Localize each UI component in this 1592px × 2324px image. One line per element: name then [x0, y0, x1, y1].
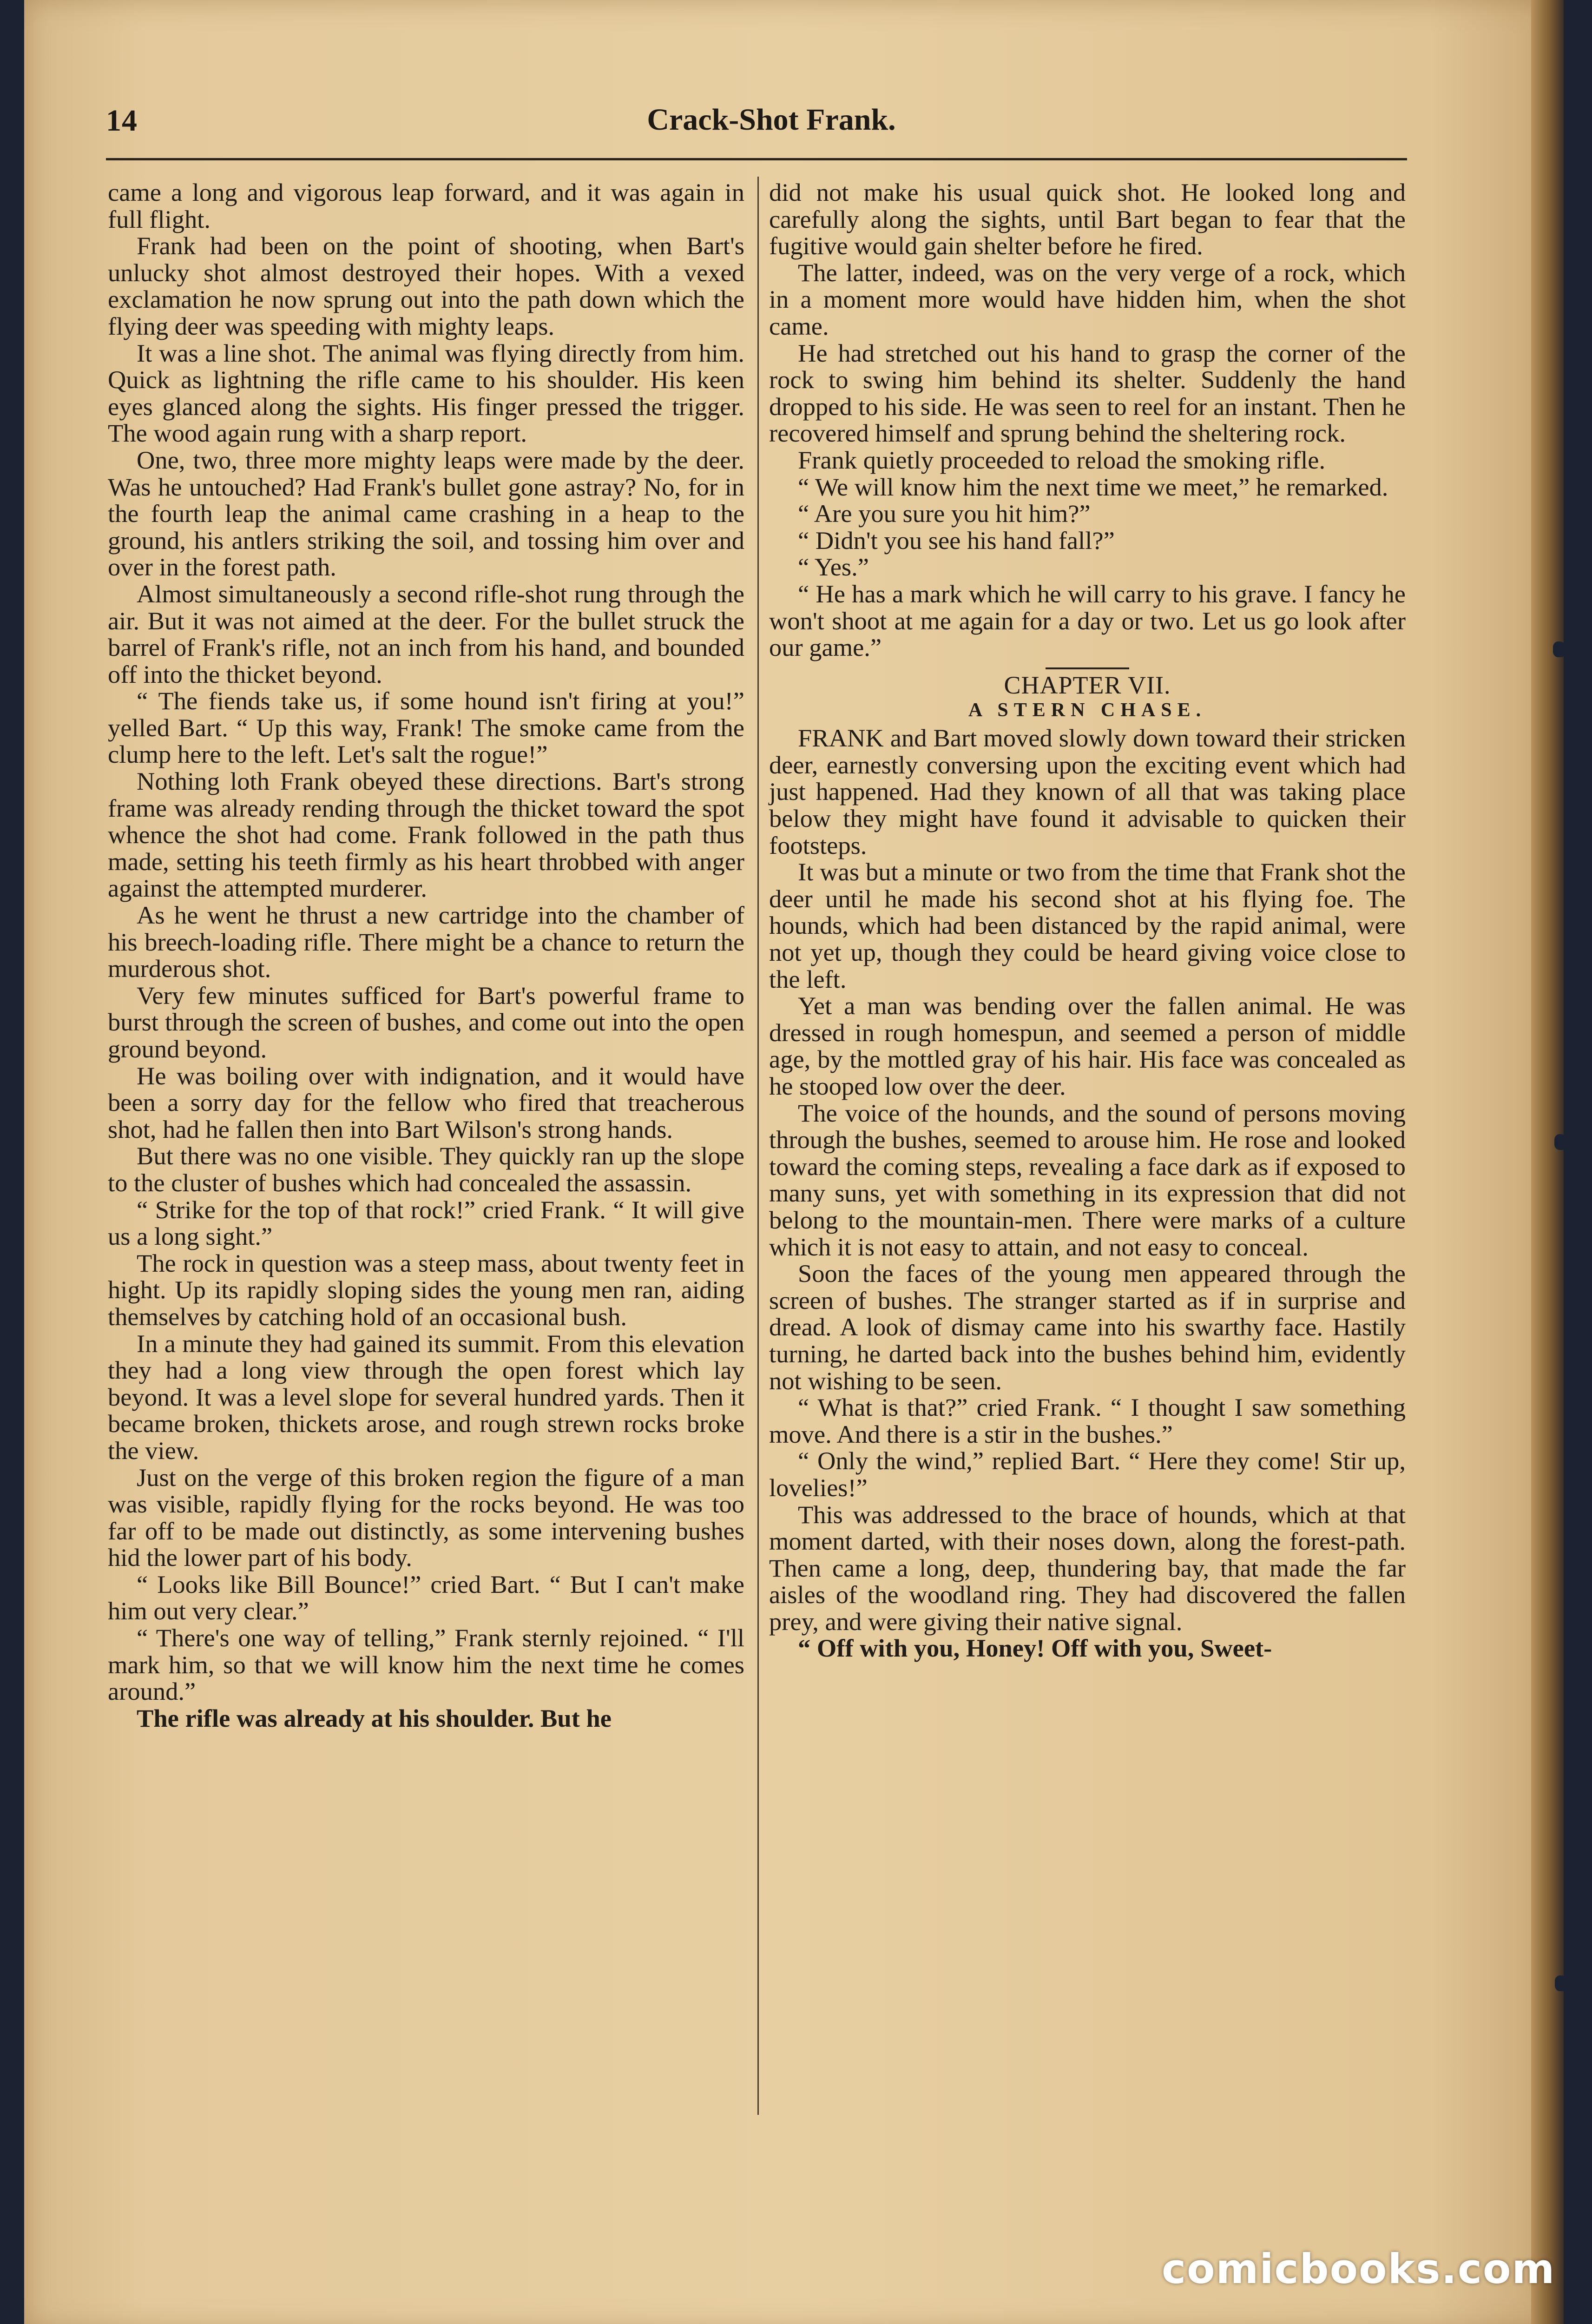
paragraph: Nothing loth Frank obeyed these directions. Bart's strong frame was already rending through the thicket toward the spot whence the shot had come. Frank followed in the path thus made, setting his teeth firmly as his heart throbbed with anger against the attempted murderer.	[108, 767, 744, 903]
paragraph: “ Off with you, Honey! Off with you, Sweet-	[798, 1634, 1272, 1663]
right-column-bottom-text	[769, 725, 1406, 1662]
column-divider	[757, 177, 759, 2115]
right-column-top-text	[769, 179, 1406, 661]
chapter-heading	[769, 667, 1406, 722]
paragraph: As he went he thrust a new cartridge into the chamber of his breech-loading rifle. There might be a chance to return the murderous shot.	[108, 901, 744, 983]
paragraph: “ There's one way of telling,” Frank sternly rejoined. “ I'll mark him, so that we will know him the next time he comes around.”	[108, 1624, 744, 1706]
running-title: Crack-Shot Frank.	[647, 103, 896, 137]
paragraph: In a minute they had gained its summit. From this elevation they had a long view through the open forest which lay beyond. It was a level slope for several hundred yards. Then it became broken, thickets arose, and rough strewn rocks broke the view.	[108, 1329, 744, 1465]
site-watermark: comicbooks.com	[1162, 2245, 1556, 2293]
paragraph: “ Only the wind,” replied Bart. “ Here they come! Stir up, lovelies!”	[769, 1446, 1406, 1502]
paragraph: Very few minutes sufficed for Bart's powerful frame to burst through the screen of bushes, and come out into the open ground beyond.	[108, 981, 744, 1063]
paragraph: Yet a man was bending over the fallen animal. He was dressed in rough homespun, and seemed a person of middle age, by the mottled gray of his hair. His face was concealed as he stooped low over the deer.	[769, 991, 1406, 1100]
paragraph: The rock in question was a steep mass, about twenty feet in hight. Up its rapidly sloping sides the young men ran, aiding themselves by catching hold of an occasional bush.	[108, 1248, 744, 1331]
paragraph: “ Didn't you see his hand fall?”	[798, 526, 1115, 555]
paragraph: “ He has a mark which he will carry to his grave. I fancy he won't shoot at me again for a day or two. Let us go look after our game.”	[769, 579, 1406, 662]
paragraph: Frank had been on the point of shooting, when Bart's unlucky shot almost destroyed their hopes. With a vexed exclamation he now sprung out into the path down which the flying deer was speeding with mighty leaps.	[108, 231, 744, 340]
paragraph: “ What is that?” cried Frank. “ I thought I saw something move. And there is a stir in the bushes.”	[769, 1393, 1406, 1448]
torn-edge-notch	[1555, 1975, 1569, 1991]
paragraph: Frank quietly proceeded to reload the smoking rifle.	[798, 445, 1326, 474]
paragraph: Soon the faces of the young men appeared through the screen of bushes. The stranger started as if in surprise and dread. A look of dismay came into his swarthy face. Hastily turning, he darted back into the bushes behind him, evidently not wishing to be seen.	[769, 1259, 1406, 1395]
paragraph: Almost simultaneously a second rifle-shot rung through the air. But it was not aimed at the deer. For the bullet struck the barrel of Frank's rifle, not an inch from his hand, and bounded off into the thicket beyond.	[108, 579, 744, 688]
paragraph: One, two, three more mighty leaps were made by the deer. Was he untouched? Had Frank's bullet gone astray? No, for in the fourth leap the animal came crashing in a heap to the ground, his antlers striking the soil, and tossing him over and over in the forest path.	[108, 445, 744, 581]
paragraph: came a long and vigorous leap forward, and it was again in full flight.	[108, 178, 744, 233]
chapter-rule	[1046, 667, 1129, 669]
paragraph: “ Yes.”	[798, 553, 869, 581]
torn-edge-notch	[1554, 1134, 1568, 1150]
left-text-column	[108, 179, 744, 1731]
paragraph: He had stretched out his hand to grasp the corner of the rock to swing him behind its shelter. Suddenly the hand dropped to his side. He was seen to reel for an instant. Then he recovered himself and sprung behind the sheltering rock.	[769, 338, 1406, 448]
paragraph: Just on the verge of this broken region the figure of a man was visible, rapidly flying for the rocks beyond. He was too far off to be made out distinctly, as some intervening bushes hid the lower part of his body.	[108, 1463, 744, 1572]
paragraph: “ Are you sure you hit him?”	[798, 499, 1091, 528]
chapter-title: CHAPTER VII.	[1004, 671, 1171, 699]
paragraph: The voice of the hounds, and the sound of persons moving through the bushes, seemed to arouse him. He rose and looked toward the coming steps, revealing a face dark as if exposed to many suns, yet with something in its expression that did not belong to the mountain-men. There were marks of a culture which it is not easy to attain, and not easy to conceal.	[769, 1098, 1406, 1261]
paragraph: This was addressed to the brace of hounds, which at that moment darted, with their noses down, along the forest-path. Then came a long, deep, thundering bay, that made the far aisles of the woodland ring. They had discovered the fallen prey, and were giving their native signal.	[769, 1500, 1406, 1636]
paragraph: But there was no one visible. They quickly ran up the slope to the cluster of bushes which had concealed the assassin.	[108, 1142, 744, 1197]
paragraph: It was but a minute or two from the time that Frank shot the deer until he made his second shot at his flying foe. The hounds, which had been distanced by the rapid animal, were not yet up, though they could be heard giving voice close to the left.	[769, 858, 1406, 993]
page-number: 14	[106, 104, 138, 138]
paragraph: “ We will know him the next time we meet,” he remarked.	[798, 472, 1388, 501]
paragraph: He was boiling over with indignation, and it would have been a sorry day for the fellow who fired that treacherous shot, had he fallen then into Bart Wilson's strong hands.	[108, 1061, 744, 1143]
paragraph: The latter, indeed, was on the very verge of a rock, which in a moment more would have hidden him, when the shot came.	[769, 258, 1406, 340]
paragraph: “ Strike for the top of that rock!” cried Frank. “ It will give us a long sight.”	[108, 1195, 744, 1251]
paragraph: “ Looks like Bill Bounce!” cried Bart. “ But I can't make him out very clear.”	[108, 1570, 744, 1625]
paragraph: FRANK and Bart moved slowly down toward their stricken deer, earnestly conversing upon the exciting event which had just happened. Had they known of all that was taking place below they might have found it advisable to quicken their footsteps.	[769, 724, 1406, 859]
right-text-column	[769, 179, 1406, 1662]
paragraph: did not make his usual quick shot. He looked long and carefully along the sights, until Bart began to fear that the fugitive would gain shelter before he fired.	[769, 178, 1406, 260]
paragraph: The rifle was already at his shoulder. But he	[137, 1703, 612, 1732]
header-rule	[106, 158, 1407, 160]
paragraph: It was a line shot. The animal was flying directly from him. Quick as lightning the rifle came to his shoulder. His keen eyes glanced along the sights. His finger pressed the trigger. The wood again rung with a sharp report.	[108, 338, 744, 448]
chapter-subtitle: A STERN CHASE.	[968, 700, 1207, 721]
torn-edge-notch	[1553, 641, 1567, 657]
paragraph: “ The fiends take us, if some hound isn't firing at you!” yelled Bart. “ Up this way, Frank! The smoke came from the clump here to the left. Let's salt the rogue!”	[108, 687, 744, 769]
